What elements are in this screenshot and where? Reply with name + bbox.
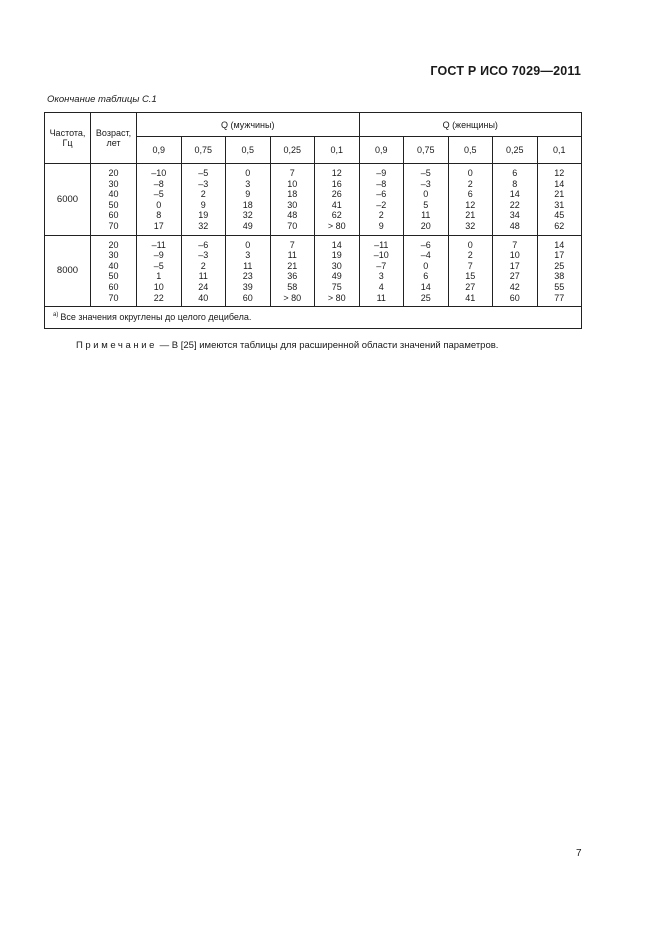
table-value: 17 <box>509 260 520 271</box>
table-value: –2 <box>376 199 387 210</box>
table-value: –4 <box>420 250 431 261</box>
footnote-text: Все значения округлены до целого децибела. <box>60 312 252 323</box>
table-value: 14 <box>509 189 520 200</box>
women-value-cell <box>537 164 582 236</box>
quantile-header-0: 0,9 <box>137 137 182 164</box>
table-value: 50 <box>108 199 119 210</box>
table-value: > 80 <box>327 220 346 231</box>
table-value: 49 <box>331 271 342 282</box>
table-value: 0 <box>467 239 473 250</box>
table-value: 19 <box>198 210 209 221</box>
table-value: 36 <box>287 271 298 282</box>
table-value: 38 <box>554 271 565 282</box>
age-cell <box>91 235 137 307</box>
table-value: 20 <box>420 220 431 231</box>
table-value: 21 <box>465 210 476 221</box>
table-value: –5 <box>420 168 431 178</box>
table-value: 6 <box>423 271 429 282</box>
table-value: 49 <box>242 220 253 231</box>
table-value: 62 <box>554 220 565 231</box>
table-value: 14 <box>554 178 565 189</box>
header-women-group: Q (женщины) <box>359 113 582 137</box>
table-value: 3 <box>245 250 251 261</box>
table-value: 30 <box>108 178 119 189</box>
quantile-header-7: 0,5 <box>448 137 493 164</box>
table-value: 0 <box>245 239 251 250</box>
table-value: > 80 <box>283 292 302 303</box>
men-value-cell <box>315 235 360 307</box>
quantile-header-6: 0,75 <box>404 137 449 164</box>
table-value: 12 <box>554 168 565 178</box>
table-value: 4 <box>378 281 384 292</box>
table-value: 10 <box>287 178 298 189</box>
table-value: 42 <box>509 281 520 292</box>
table-value: 60 <box>108 210 119 221</box>
table-value: 41 <box>465 292 476 303</box>
women-value-cell <box>404 235 449 307</box>
table-value: > 80 <box>327 292 346 303</box>
table-value: –6 <box>198 239 209 250</box>
table-value: 9 <box>378 220 384 231</box>
table-value: 0 <box>245 168 251 178</box>
table-value: 8 <box>512 178 518 189</box>
age-cell <box>91 164 137 236</box>
women-value-cell <box>493 235 538 307</box>
table-value: 30 <box>331 260 342 271</box>
table-value: 11 <box>287 250 297 261</box>
header-men-group: Q (мужчины) <box>137 113 360 137</box>
table-value: 0 <box>423 189 429 200</box>
frequency-cell: 6000 <box>45 164 91 236</box>
table-value: 5 <box>423 199 429 210</box>
table-value: –10 <box>151 168 167 178</box>
table-value: 8 <box>156 210 162 221</box>
table-value: 48 <box>509 220 520 231</box>
table-value: 45 <box>554 210 565 221</box>
table-value: –7 <box>376 260 387 271</box>
table-value: 75 <box>331 281 342 292</box>
table-body <box>45 164 582 307</box>
table-value: 24 <box>198 281 209 292</box>
table-value: –3 <box>198 250 209 261</box>
table-value: 10 <box>509 250 520 261</box>
note-lead: Примечание <box>76 340 157 351</box>
table-value: 32 <box>242 210 253 221</box>
table-value: 62 <box>331 210 342 221</box>
document-header: ГОСТ Р ИСО 7029—2011 <box>430 64 581 78</box>
table-value: –10 <box>373 250 389 261</box>
table-row <box>45 235 582 307</box>
table-value: 40 <box>108 189 119 200</box>
table-value: 2 <box>467 250 473 261</box>
men-value-cell <box>137 235 182 307</box>
table-value: 50 <box>108 271 119 282</box>
table-value: –3 <box>420 178 431 189</box>
men-value-cell <box>226 235 271 307</box>
table-value: –5 <box>153 260 164 271</box>
table-value: –6 <box>420 239 431 250</box>
table-value: 27 <box>509 271 520 282</box>
table-value: 22 <box>509 199 520 210</box>
table-value: 9 <box>245 189 251 200</box>
table-value: 23 <box>242 271 253 282</box>
table-value: 30 <box>287 199 298 210</box>
table-value: 32 <box>198 220 209 231</box>
men-value-cell <box>181 235 226 307</box>
table-value: 7 <box>467 260 473 271</box>
note-text: — В [25] имеются таблицы для расширенной области значений параметров. <box>157 340 499 351</box>
table-value: 77 <box>554 292 565 303</box>
men-value-cell <box>270 164 315 236</box>
table-value: 3 <box>378 271 384 282</box>
table-value: 16 <box>331 178 342 189</box>
table-value: 2 <box>200 260 206 271</box>
quantile-header-1: 0,75 <box>181 137 226 164</box>
table-value: 20 <box>108 168 119 178</box>
table-value: 31 <box>554 199 565 210</box>
table-value: 1 <box>156 271 162 282</box>
women-value-cell <box>404 164 449 236</box>
frequency-cell: 8000 <box>45 235 91 307</box>
table-value: 40 <box>108 260 119 271</box>
table-value: 14 <box>554 239 565 250</box>
table-value: 48 <box>287 210 298 221</box>
table-value: 41 <box>331 199 342 210</box>
women-value-cell <box>448 235 493 307</box>
table-value: –9 <box>376 168 387 178</box>
table-value: –3 <box>198 178 209 189</box>
table-value: 30 <box>108 250 119 261</box>
table-value: 19 <box>331 250 342 261</box>
table-value: 34 <box>509 210 520 221</box>
table-value: 17 <box>153 220 164 231</box>
women-value-cell <box>448 164 493 236</box>
table-value: 12 <box>331 168 342 178</box>
men-value-cell <box>226 164 271 236</box>
women-value-cell <box>359 164 404 236</box>
quantile-header-9: 0,1 <box>537 137 582 164</box>
table-value: 58 <box>287 281 298 292</box>
footnote-marker: a) <box>53 312 59 319</box>
table-value: 12 <box>465 199 476 210</box>
table-value: 0 <box>156 199 162 210</box>
table-value: 6 <box>467 189 473 200</box>
table-value: –11 <box>151 239 166 250</box>
page-number: 7 <box>576 848 582 859</box>
quantile-header-8: 0,25 <box>493 137 538 164</box>
table-value: –6 <box>376 189 387 200</box>
table-value: 3 <box>245 178 251 189</box>
table-value: 20 <box>108 239 119 250</box>
table-row <box>45 164 582 236</box>
table-value: 70 <box>287 220 298 231</box>
table-caption: Окончание таблицы С.1 <box>47 94 157 105</box>
table-value: 6 <box>512 168 518 178</box>
table-value: 7 <box>512 239 518 250</box>
table-value: 26 <box>331 189 342 200</box>
women-value-cell <box>359 235 404 307</box>
table-value: 0 <box>467 168 473 178</box>
table-value: –9 <box>153 250 164 261</box>
table-value: 60 <box>509 292 520 303</box>
table-value: 11 <box>243 260 253 271</box>
table-value: 7 <box>289 168 295 178</box>
table-value: 40 <box>198 292 209 303</box>
quantile-header-2: 0,5 <box>226 137 271 164</box>
table-value: 9 <box>200 199 206 210</box>
table-footnote <box>45 307 582 329</box>
table-value: 55 <box>554 281 565 292</box>
quantile-header-5: 0,9 <box>359 137 404 164</box>
table-value: 60 <box>108 281 119 292</box>
men-value-cell <box>315 164 360 236</box>
table-value: 14 <box>420 281 431 292</box>
table-value: –11 <box>374 239 389 250</box>
table-value: 15 <box>465 271 476 282</box>
table-value: 18 <box>287 189 298 200</box>
table-value: 11 <box>376 292 386 303</box>
header-age: Возраст, лет <box>91 113 137 164</box>
table-value: –8 <box>376 178 387 189</box>
table-value: 39 <box>242 281 253 292</box>
table-value: 11 <box>198 271 208 282</box>
table-value: 25 <box>554 260 565 271</box>
table-value: 10 <box>153 281 164 292</box>
table-value: 7 <box>289 239 295 250</box>
quantile-header-4: 0,1 <box>315 137 360 164</box>
table-value: –5 <box>153 189 164 200</box>
table-value: 2 <box>378 210 384 221</box>
table-value: 70 <box>108 292 119 303</box>
table-value: 60 <box>242 292 253 303</box>
note <box>76 340 498 351</box>
data-table <box>44 112 582 329</box>
table-value: 70 <box>108 220 119 231</box>
table-value: 11 <box>421 210 431 221</box>
table-value: 0 <box>423 260 429 271</box>
table-value: 32 <box>465 220 476 231</box>
table-value: –5 <box>198 168 209 178</box>
table-value: 14 <box>331 239 342 250</box>
table-value: 2 <box>467 178 473 189</box>
men-value-cell <box>137 164 182 236</box>
header-frequency: Частота, Гц <box>45 113 91 164</box>
table-value: 25 <box>420 292 431 303</box>
table-value: 21 <box>554 189 565 200</box>
men-value-cell <box>181 164 226 236</box>
table-value: 2 <box>200 189 206 200</box>
women-value-cell <box>493 164 538 236</box>
quantile-header-3: 0,25 <box>270 137 315 164</box>
table-value: 18 <box>242 199 253 210</box>
table-value: 27 <box>465 281 476 292</box>
table-value: 22 <box>153 292 164 303</box>
table-value: 17 <box>554 250 565 261</box>
table-value: –8 <box>153 178 164 189</box>
women-value-cell <box>537 235 582 307</box>
table-value: 21 <box>287 260 298 271</box>
men-value-cell <box>270 235 315 307</box>
